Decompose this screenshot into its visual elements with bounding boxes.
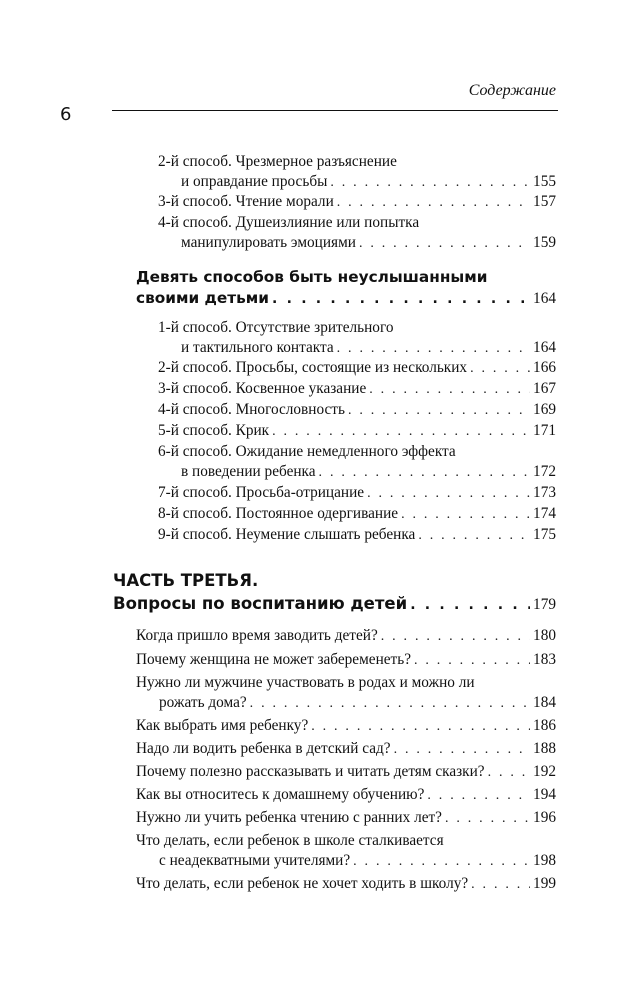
toc-page-number: 167 bbox=[533, 380, 556, 397]
dot-leader bbox=[272, 289, 530, 309]
dot-leader bbox=[410, 595, 530, 615]
toc-entry-text: Как выбрать имя ребенку? bbox=[136, 717, 309, 734]
dot-leader bbox=[348, 401, 530, 421]
section-heading-text: своими детьми bbox=[136, 289, 270, 307]
toc-entry-text: Надо ли водить ребенка в детский сад? bbox=[136, 740, 391, 757]
toc-entry-text: рожать дома? bbox=[159, 694, 247, 711]
toc-entry bbox=[136, 739, 556, 760]
toc-entry bbox=[136, 626, 556, 647]
dot-leader bbox=[445, 809, 530, 829]
dot-leader bbox=[272, 422, 530, 442]
toc-page-number: 166 bbox=[533, 359, 556, 376]
toc-entry bbox=[158, 504, 556, 525]
toc-page-number: 169 bbox=[533, 401, 556, 418]
dot-leader bbox=[414, 651, 530, 671]
toc-entry-text: Почему полезно рассказывать и читать детям сказки? bbox=[136, 763, 485, 780]
dot-leader bbox=[359, 234, 530, 254]
toc-page-number: 194 bbox=[533, 786, 556, 803]
dot-leader bbox=[330, 173, 530, 193]
toc-entry bbox=[136, 785, 556, 806]
toc-page-number: 164 bbox=[533, 290, 556, 307]
dot-leader bbox=[418, 526, 530, 546]
toc-entry bbox=[158, 192, 556, 213]
running-head: Содержание bbox=[468, 82, 556, 99]
page-number: 6 bbox=[60, 104, 72, 125]
toc-entry bbox=[158, 462, 556, 483]
dot-leader bbox=[311, 717, 530, 737]
dot-leader bbox=[394, 740, 530, 760]
dot-leader bbox=[471, 875, 530, 895]
toc-entry-line: Что делать, если ребенок в школе сталкивается bbox=[136, 832, 444, 849]
toc-entry-text: Когда пришло время заводить детей? bbox=[136, 627, 378, 644]
header-rule bbox=[112, 110, 558, 111]
toc-entry bbox=[158, 400, 556, 421]
toc-page-number: 175 bbox=[533, 526, 556, 543]
toc-page-number: 184 bbox=[533, 694, 556, 711]
toc-page-number: 183 bbox=[533, 651, 556, 668]
section-heading-line: Девять способов быть неуслышанными bbox=[136, 268, 488, 286]
toc-entry bbox=[158, 233, 556, 254]
toc-page-number: 164 bbox=[533, 339, 556, 356]
toc-entry bbox=[158, 483, 556, 504]
toc-entry-text: Почему женщина не может забеременеть? bbox=[136, 651, 411, 668]
toc-page-number: 188 bbox=[533, 740, 556, 757]
toc-entry-text: манипулировать эмоциями bbox=[181, 234, 356, 251]
dot-leader bbox=[488, 763, 530, 783]
toc-entry bbox=[136, 851, 556, 872]
toc-entry bbox=[136, 874, 556, 895]
toc-page-number: 196 bbox=[533, 809, 556, 826]
dot-leader bbox=[369, 380, 530, 400]
toc-entry-line: 1-й способ. Отсутствие зрительного bbox=[158, 319, 394, 336]
toc-entry-text: Что делать, если ребенок не хочет ходить в школу? bbox=[136, 875, 469, 892]
toc-entry bbox=[158, 172, 556, 193]
toc-page-number: 174 bbox=[533, 505, 556, 522]
toc-page-number: 173 bbox=[533, 484, 556, 501]
toc-entry-line: 6-й способ. Ожидание немедленного эффекта bbox=[158, 443, 456, 460]
toc-entry bbox=[136, 808, 556, 829]
toc-entry bbox=[136, 716, 556, 737]
toc-entry bbox=[136, 650, 556, 671]
part-heading-text: Вопросы по воспитанию детей bbox=[113, 594, 408, 613]
toc-entry bbox=[158, 338, 556, 359]
toc-page-number: 199 bbox=[533, 875, 556, 892]
dot-leader bbox=[337, 193, 530, 213]
dot-leader bbox=[381, 627, 530, 647]
toc-entry bbox=[136, 762, 556, 783]
part-heading-line: ЧАСТЬ ТРЕТЬЯ. bbox=[113, 571, 259, 590]
toc-page-number: 198 bbox=[533, 852, 556, 869]
toc-entry-text: 7-й способ. Просьба-отрицание bbox=[158, 484, 365, 501]
toc-entry bbox=[158, 525, 556, 546]
dot-leader bbox=[319, 463, 531, 483]
section-heading bbox=[136, 288, 556, 309]
toc-page-number: 159 bbox=[533, 234, 556, 251]
toc-entry-text: с неадекватными учителями? bbox=[159, 852, 351, 869]
dot-leader bbox=[427, 786, 530, 806]
dot-leader bbox=[401, 505, 530, 525]
toc-entry bbox=[158, 358, 556, 379]
part-heading bbox=[113, 594, 556, 615]
toc-page-number: 179 bbox=[533, 596, 556, 613]
toc-entry-line: Нужно ли мужчине участвовать в родах и можно ли bbox=[136, 674, 475, 691]
toc-entry-text: Нужно ли учить ребенка чтению с ранних лет? bbox=[136, 809, 442, 826]
toc-entry-text: 3-й способ. Косвенное указание bbox=[158, 380, 367, 397]
toc-entry-text: и тактильного контакта bbox=[181, 339, 334, 356]
toc-entry-line: 2-й способ. Чрезмерное разъяснение bbox=[158, 153, 397, 170]
toc-page-number: 186 bbox=[533, 717, 556, 734]
toc-entry-line: 4-й способ. Душеизлияние или попытка bbox=[158, 214, 420, 231]
dot-leader bbox=[470, 359, 530, 379]
dot-leader bbox=[250, 694, 530, 714]
toc-page-number: 155 bbox=[533, 173, 556, 190]
toc-page-number: 192 bbox=[533, 763, 556, 780]
toc-page-number: 180 bbox=[533, 627, 556, 644]
toc-entry-text: 3-й способ. Чтение морали bbox=[158, 193, 334, 210]
toc-entry-text: 8-й способ. Постоянное одергивание bbox=[158, 505, 399, 522]
toc-entry-text: в поведении ребенка bbox=[181, 463, 316, 480]
toc-entry bbox=[136, 693, 556, 714]
toc-entry-text: Как вы относитесь к домашнему обучению? bbox=[136, 786, 425, 803]
dot-leader bbox=[367, 484, 530, 504]
toc-entry bbox=[158, 379, 556, 400]
toc-entry-text: и оправдание просьбы bbox=[181, 173, 328, 190]
toc-entry-text: 5-й способ. Крик bbox=[158, 422, 270, 439]
toc-entry-text: 9-й способ. Неумение слышать ребенка bbox=[158, 526, 416, 543]
dot-leader bbox=[337, 339, 530, 359]
toc-entry bbox=[158, 421, 556, 442]
toc-page-number: 172 bbox=[533, 463, 556, 480]
dot-leader bbox=[353, 852, 530, 872]
toc-entry-text: 4-й способ. Многословность bbox=[158, 401, 345, 418]
toc-page-number: 171 bbox=[533, 422, 556, 439]
toc-page-number: 157 bbox=[533, 193, 556, 210]
toc-entry-text: 2-й способ. Просьбы, состоящие из нескольких bbox=[158, 359, 468, 376]
